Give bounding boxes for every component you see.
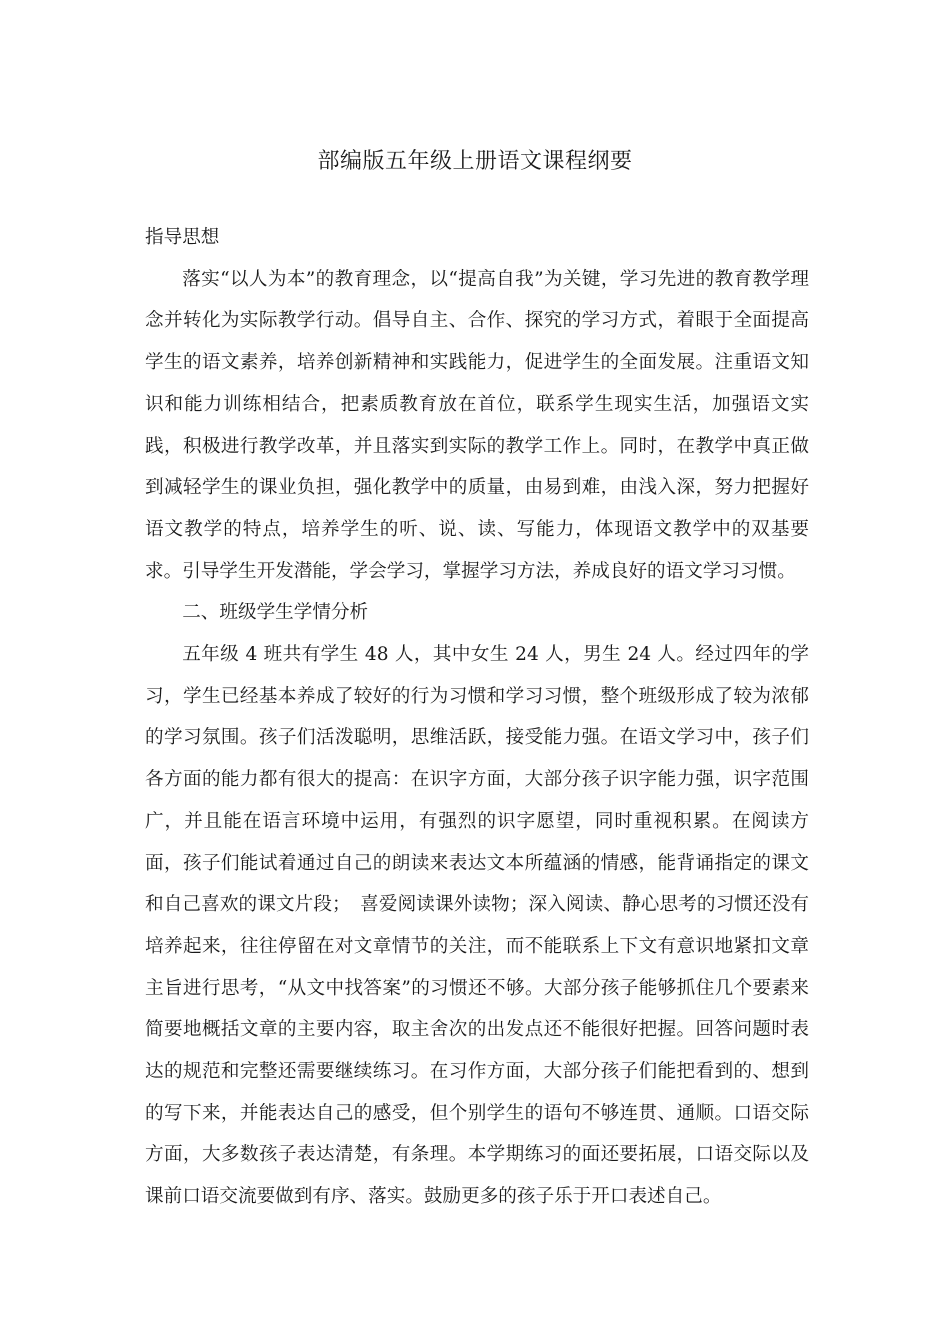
- section-heading-guiding-thought: 指导思想: [145, 227, 220, 248]
- paragraph-guiding-thought: 落实“以人为本”的教育理念，以“提高自我”为关键，学习先进的教育教学理念并转化为实际教学行动。倡导自主、合作、探究的学习方式，着眼于全面提高学生的语文素养，培养创新精神和实践能力，促进学生的全面发展。注重语文知识和能力训练相结合，把素质教育放在首位，联系学生现实生活，加强语文实践，积极进行教学改革，并且落实到实际的教学工作上。同时，在教学中真正做到减轻学生的课业负担，强化教学中的质量，由易到难，由浅入深，努力把握好语文教学的特点，培养学生的听、说、读、写能力，体现语文教学中的双基要求。引导学生开发潜能，学会学习，掌握学习方法，养成良好的语文学习习惯。: [145, 268, 809, 582]
- document-title: 部编版五年级上册语文课程纲要: [317, 149, 633, 174]
- document-body: [145, 217, 809, 1218]
- section-heading-class-analysis: 二、班级学生学情分析: [182, 602, 369, 624]
- paragraph-class-analysis: 五年级 4 班共有学生 48 人，其中女生 24 人，男生 24 人。经过四年的学习，学生已经基本养成了较好的行为习惯和学习习惯，整个班级形成了较为浓郁的学习氛围。孩子们活泼聪明，思维活跃，接受能力强。在语文学习中，孩子们各方面的能力都有很大的提高：在识字方面，大部分孩子识字能力强，识字范围广，并且能在语言环境中运用，有强烈的识字愿望，同时重视积累。在阅读方面，孩子们能试着通过自己的朗读来表达文本所蕴涵的情感，能背诵指定的课文和自己喜欢的课文片段； 喜爱阅读课外读物；深入阅读、静心思考的习惯还没有培养起来，往往停留在对文章情节的关注，而不能联系上下文有意识地紧扣文章主旨进行思考，“从文中找答案”的习惯还不够。大部分孩子能够抓住几个要素来简要地概括文章的主要内容，取主舍次的出发点还不能很好把握。回答问题时表达的规范和完整还需要继续练习。在习作方面，大部分孩子们能把看到的、想到的写下来，并能表达自己的感受，但个别学生的语句不够连贯、通顺。口语交际方面，大多数孩子表达清楚，有条理。本学期练习的面还要拓展，口语交际以及课前口语交流要做到有序、落实。鼓励更多的孩子乐于开口表述自己。: [145, 644, 809, 1208]
